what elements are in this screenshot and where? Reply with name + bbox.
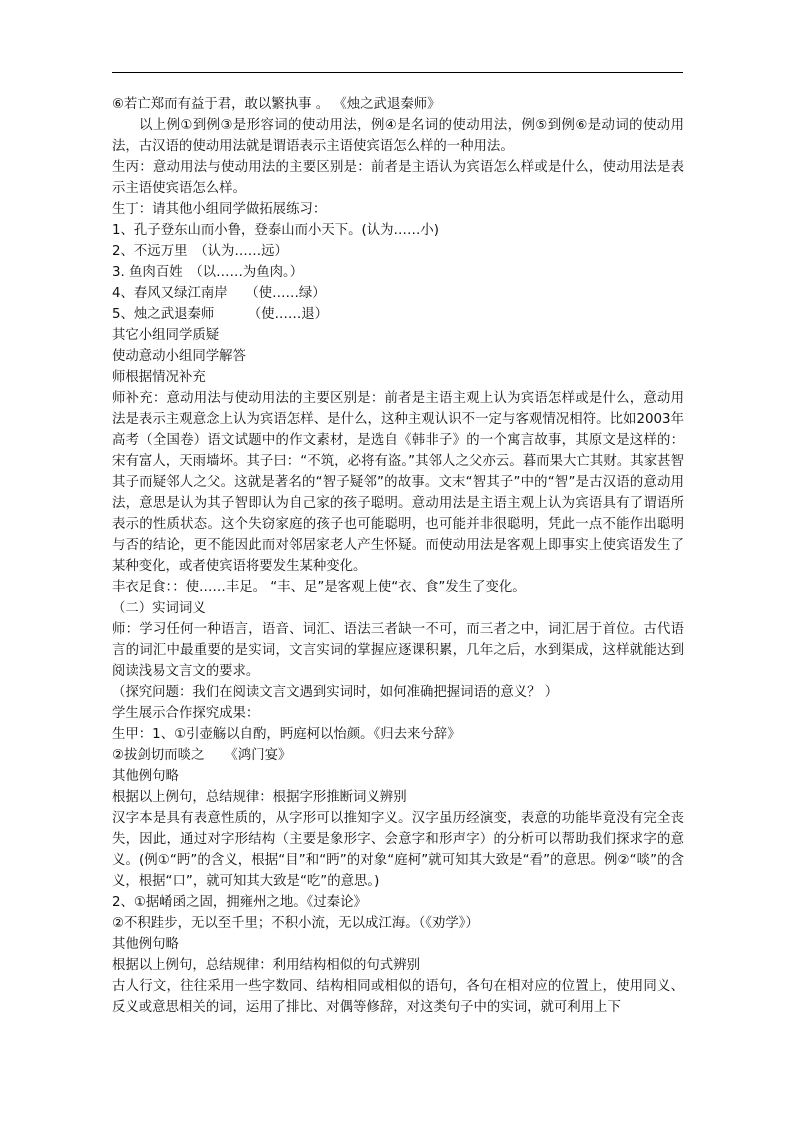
text-paragraph: 师补充：意动用法与使动用法的主要区别是：前者是主语主观上认为宾语怎样或是什么，意动用法是表示主观意念上认为宾语怎样、是什么，这种主观认识不一定与客观情况相符。比如2003年高考（全国卷）语文试题中的作文素材，是选自《韩非子》的一个寓言故事，其原文是这样的： 宋有富人，天雨墙坏。其子曰：“不筑，必将有盗。”其邻人之父亦云。暮而果大亡其财。其家甚智其子而疑邻人之父。这就是著名的“智子疑邻”的故事。文末“智其子”中的“智”是古汉语的意动用法，意思是认为其子智即认为自己家的孩子聪明。意动用法是主语主观上认为宾语具有了谓语所表示的性质状态。这个失窃家庭的孩子也可能聪明，也可能并非很聪明，凭此一点不能作出聪明与否的结论，更不能因此而对邻居家老人产生怀疑。而使动用法是客观上即事实上使宾语发生了某种变化，或者使宾语将要发生某种变化。 [112,391,684,574]
text-line: 学生展示合作探究成果： [112,706,260,721]
text-line: ②拔剑切而啖之 《鸿门宴》 [112,748,292,763]
text-line: ⑥若亡郑而有益于君，敢以繁执事 。 《烛之武退秦师》 [112,97,441,112]
document-body [112,94,684,1018]
list-item: 2、不远万里 （认为……远） [112,244,288,259]
text-line: 生丁：请其他小组同学做拓展练习： [112,202,327,217]
text-paragraph: 以上例①到例③是形容词的使动用法，例④是名词的使动用法，例⑤到例⑥是动词的使动用法，古汉语的使动用法就是谓语表示主语使宾语怎么样的一种用法。 [112,118,684,154]
text-line: 使动意动小组同学解答 [112,349,246,364]
text-line: 师根据情况补充 [112,370,206,385]
text-line: （探究问题：我们在阅读文言文遇到实词时，如何准确把握词语的意义？ ） [112,685,559,700]
list-item: 4、春风又绿江南岸 （使……绿） [112,286,326,301]
text-paragraph: 汉字本是具有表意性质的，从字形可以推知字义。汉字虽历经演变，表意的功能毕竟没有完全丧失，因此，通过对字形结构（主要是象形字、会意字和形声字）的分析可以帮助我们探求字的意义。(例①“眄”的含义，根据“目”和“眄”的对象“庭柯”就可知其大致是“看”的意思。例②“啖”的含义，根据“口”，就可知其大致是“吃”的意思。) [112,811,684,889]
text-line: 生甲：1、①引壶觞以自酌，眄庭柯以怡颜。《归去来兮辞》 [112,727,461,742]
text-paragraph: 古人行文，往往采用一些字数同、结构相同或相似的语句，各句在相对应的位置上，使用同义、反义或意思相关的词，运用了排比、对偶等修辞，对这类句子中的实词，就可利用上下 [112,979,684,1015]
text-line: 其他例句略 [112,769,179,784]
text-line: 其他例句略 [112,937,179,952]
list-item: 1、孔子登东山而小鲁，登泰山而小天下。(认为……小) [112,223,439,238]
header-rule [112,72,683,73]
text-paragraph: 生丙：意动用法与使动用法的主要区别是：前者是主语认为宾语怎么样或是什么，使动用法是表示主语使宾语怎么样。 [112,160,684,196]
list-item: 3. 鱼肉百姓 （以……为鱼肉。） [112,265,304,280]
text-line: 2、①据崤函之固，拥雍州之地。《过秦论》 [112,895,367,910]
text-paragraph: 师：学习任何一种语言，语音、词汇、语法三者缺一不可，而三者之中，词汇居于首位。古代语言的词汇中最重要的是实词，文言实词的掌握应逐课积累，几年之后，水到渠成，这样就能达到阅读浅易文言文的要求。 [112,622,684,679]
text-line: ②不积跬步，无以至千里；不积小流，无以成江海。（《劝学》） [112,916,479,931]
text-line: 根据以上例句，总结规律：根据字形推断词义辨别 [112,790,407,805]
list-item: 5、烛之武退秦师 （使……退） [112,307,329,322]
section-heading: （二）实词词义 [112,601,206,616]
text-line: 丰衣足食：：使……丰足。 “丰、足”是客观上使“衣、食”发生了变化。 [112,580,526,595]
text-line: 根据以上例句，总结规律：利用结构相似的句式辨别 [112,958,420,973]
text-line: 其它小组同学质疑 [112,328,220,343]
